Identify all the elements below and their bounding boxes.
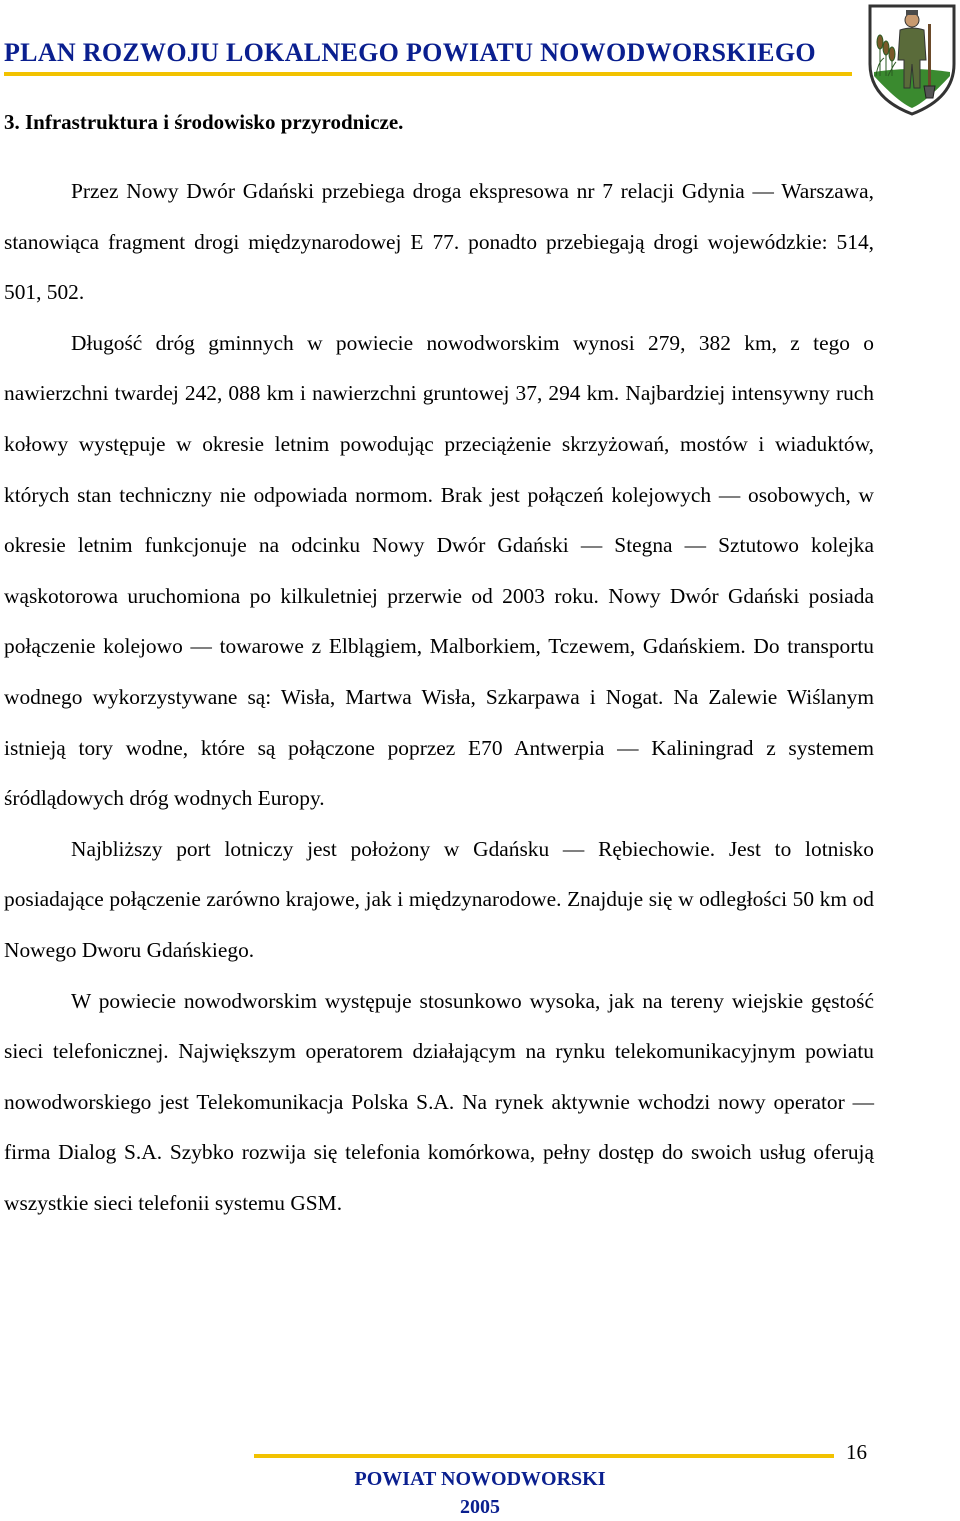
page-number: 16 — [846, 1440, 867, 1464]
header-divider — [4, 72, 852, 76]
paragraph-telecom: W powiecie nowodworskim występuje stosunkowo wysoka, jak na tereny wiejskie gęstość sieci telefonicznej. Największym operatorem działającym na rynku telekomunikacyjnym powiatu nowodworskiego jest Telekomunikacja Polska S.A. Na rynek aktywnie wchodzi nowy operator — firma Dialog S.A. Szybko rozwija się telefonia komórkowa, pełny dostęp do swoich usług oferują wszystkie sieci telefonii systemu GSM. — [4, 988, 874, 1215]
footer-divider — [254, 1454, 834, 1458]
section-heading: 3. Infrastruktura i środowisko przyrodnicze. — [4, 110, 404, 134]
footer-year: 2005 — [460, 1496, 500, 1518]
footer-county-name: POWIAT NOWODWORSKI — [354, 1468, 606, 1490]
coat-of-arms-icon — [866, 2, 958, 116]
body-text — [4, 166, 874, 1228]
paragraph-infrastructure: Długość dróg gminnych w powiecie nowodworskim wynosi 279, 382 km, z tego o nawierzchni twardej 242, 088 km i nawierzchni gruntowej 37, 294 km. Najbardziej intensywny ruch kołowy występuje w okresie letnim powodując przeciążenie skrzyżowań, mostów i wiaduktów, których stan techniczny nie odpowiada normom. Brak jest połączeń kolejowych — osobowych, w okresie letnim funkcjonuje na odcinku Nowy Dwór Gdański — Stegna — Sztutowo kolejka wąskotorowa uruchomiona po kilkuletniej przerwie od 2003 roku. Nowy Dwór Gdański posiada połączenie kolejowo — towarowe z Elblągiem, Malborkiem, Tczewem, Gdańskiem. Do transportu wodnego wykorzystywane są: Wisła, Martwa Wisła, Szkarpawa i Nogat. Na Zalewie Wiślanym istnieją tory wodne, które są połączone poprzez E70 Antwerpia — Kaliningrad z systemem śródlądowych dróg wodnych Europy. — [4, 330, 874, 811]
document-header-title: PLAN ROZWOJU LOKALNEGO POWIATU NOWODWORSKIEGO — [4, 38, 816, 67]
paragraph-airport: Najbliższy port lotniczy jest położony w Gdańsku — Rębiechowie. Jest to lotnisko posiadające połączenie zarówno krajowe, jak i międzynarodowe. Znajduje się w odległości 50 km od Nowego Dworu Gdańskiego. — [4, 836, 874, 962]
paragraph-roads: Przez Nowy Dwór Gdański przebiega droga ekspresowa nr 7 relacji Gdynia — Warszawa, stanowiąca fragment drogi międzynarodowej E 77. ponadto przebiegają drogi wojewódzkie: 514, 501, 502. — [4, 179, 874, 305]
